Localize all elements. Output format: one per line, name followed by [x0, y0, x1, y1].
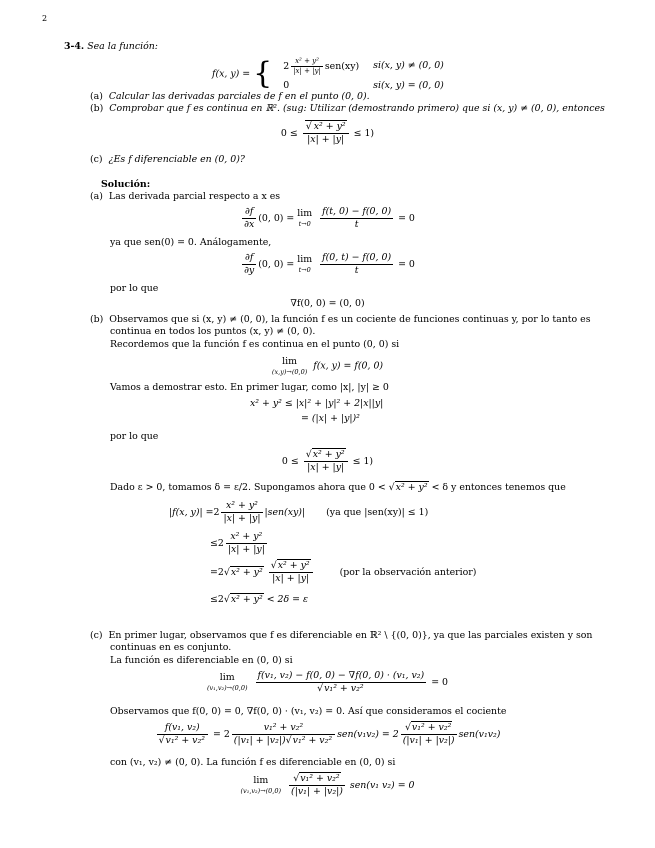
- solution-a-text3: por lo que: [110, 283, 159, 294]
- solution-c-text4: Observamos que f(0, 0) = 0, ∇f(0, 0) · (v₁, v₂) = 0. Así que consideramos el cociente: [110, 706, 507, 717]
- partial-x-equation: $\frac{\partial f}{\partial x}$ (0, 0) = lim t→0 $\frac{f(t, 0) - f(0, 0)}{t}$ = 0: [244, 206, 415, 230]
- chain-step-4: ≤2√x² + y² < 2δ = ε: [210, 594, 309, 605]
- solution-heading: Solución:: [101, 179, 151, 190]
- problem-intro: Sea la función:: [87, 41, 158, 52]
- problem-header: [64, 41, 158, 53]
- chain-step-3: =2√x² + y² $\frac{\text{√x² + y²}}{|x| + |y|}$ (por la observación anterior): [210, 560, 477, 584]
- hint-inequality: 0 ≤ $\frac{\text{√ x² + y²}}{|x| + |y|}$ ≤ 1): [280, 121, 375, 145]
- solution-c-text1: (c) En primer lugar, observamos que f es diferenciable en ℝ² \ {(0, 0)}, ya que las parciales existen y son: [90, 630, 593, 641]
- problem-part-a: (a) Calcular las derivadas parciales de f en el punto (0, 0).: [90, 91, 370, 102]
- inequality-line2: = (|x| + |y|)²: [301, 413, 360, 424]
- gradient-equation: ∇f(0, 0) = (0, 0): [290, 298, 365, 309]
- case2-condition: si(x, y) = (0, 0): [373, 79, 444, 91]
- chain-step-2: ≤2 $\frac{\text{x² + y²}}{|x| + |y|}$: [210, 531, 265, 555]
- function-definition: [212, 54, 452, 94]
- page-number: 2: [42, 14, 48, 23]
- solution-b-text2: continua en todos los puntos (x, y) ≠ (0, 0).: [110, 326, 316, 337]
- solution-b-text5: por lo que: [110, 431, 159, 442]
- problem-number: 3-4.: [64, 41, 85, 52]
- partial-y-equation: $\frac{\partial f}{\partial y}$ (0, 0) = lim t→0 $\frac{f(0, t) - f(0, 0)}{t}$ = 0: [244, 252, 415, 276]
- quotient-equation: $\frac{\text{f(v₁, v₂)}}{\text{√v₁² + v₂²}}$ = 2 $\frac{\text{v₁² + v₂²}}{\text{(|v₁| + |v₂|)√v₁² + v₂²}}$ sen(v₁v₂) = 2 $\frac{\text{√v₁² + v₂²}}{\text{(|v₁| + |v₂|)}}$ sen(v₁v₂): [158, 722, 501, 746]
- problem-part-c: (c) ¿Es f diferenciable en (0, 0)?: [90, 154, 245, 165]
- inequality-line1: x² + y² ≤ |x|² + |y|² + 2|x||y|: [250, 398, 384, 409]
- case2-expression: 0: [283, 79, 290, 91]
- solution-a-intro: (a) Las derivada parcial respecto a x es: [90, 191, 281, 202]
- solution-b-text3: Recordemos que la función f es continua en el punto (0, 0) si: [110, 339, 400, 350]
- case1-condition: si(x, y) ≠ (0, 0): [373, 60, 444, 72]
- definition-lhs: f(x, y) =: [212, 68, 251, 80]
- solution-a-text2: ya que sen(0) = 0. Análogamente,: [110, 237, 272, 248]
- chain-step-1: |f(x, y)| =2 $\frac{\text{x² + y²}}{|x| + |y|}$ |sen(xy)| (ya que |sen(xy)| ≤ 1): [169, 500, 429, 524]
- final-limit: lim (v₁,v₂)→(0,0) $\frac{\text{√v₁² + v₂²}}{\text{(|v₁| + |v₂|)}}$ sen(v₁ v₂) = 0: [240, 773, 415, 797]
- solution-c-text5: con (v₁, v₂) ≠ (0, 0). La función f es diferenciable en (0, 0) si: [110, 757, 396, 768]
- solution-b-text6: Dado ε > 0, tomamos δ = ε/2. Supongamos ahora que 0 < √x² + y² < δ y entonces tenemos que: [110, 482, 566, 493]
- cases-table: 2 $\frac{\text{x² + y²}}{|x| + |y|}$ sen(xy) si(x, y) ≠ (0, 0) 0 si(x, y) = (0, 0): [275, 54, 452, 94]
- solution-b-text4: Vamos a demostrar esto. En primer lugar, como |x|, |y| ≥ 0: [110, 382, 389, 393]
- differentiability-limit: lim (v₁,v₂)→(0,0) $\frac{\text{f(v₁, v₂) − f(0, 0) − ∇f(0, 0) · (v₁, v₂)}}{\text{√v₁² + v₂²}}$ = 0: [206, 670, 449, 694]
- bound-inequality: 0 ≤ $\frac{\text{√x² + y²}}{|x| + |y|}$ ≤ 1): [281, 449, 374, 473]
- solution-c-text3: La función es diferenciable en (0, 0) si: [110, 655, 293, 666]
- case-brace: {: [253, 56, 273, 92]
- solution-b-text1: (b) Observamos que si (x, y) ≠ (0, 0), la función f es un cociente de funciones continuas y, por lo tanto es: [90, 314, 591, 325]
- solution-c-text2: continuas en es conjunto.: [110, 642, 232, 653]
- problem-part-b: (b) Comprobar que f es continua en ℝ². (sug: Utilizar (demostrando primero) que si (x, y) ≠ (0, 0), entonces: [90, 103, 605, 114]
- continuity-limit: lim (x,y)→(0,0) f(x, y) = f(0, 0): [271, 356, 384, 376]
